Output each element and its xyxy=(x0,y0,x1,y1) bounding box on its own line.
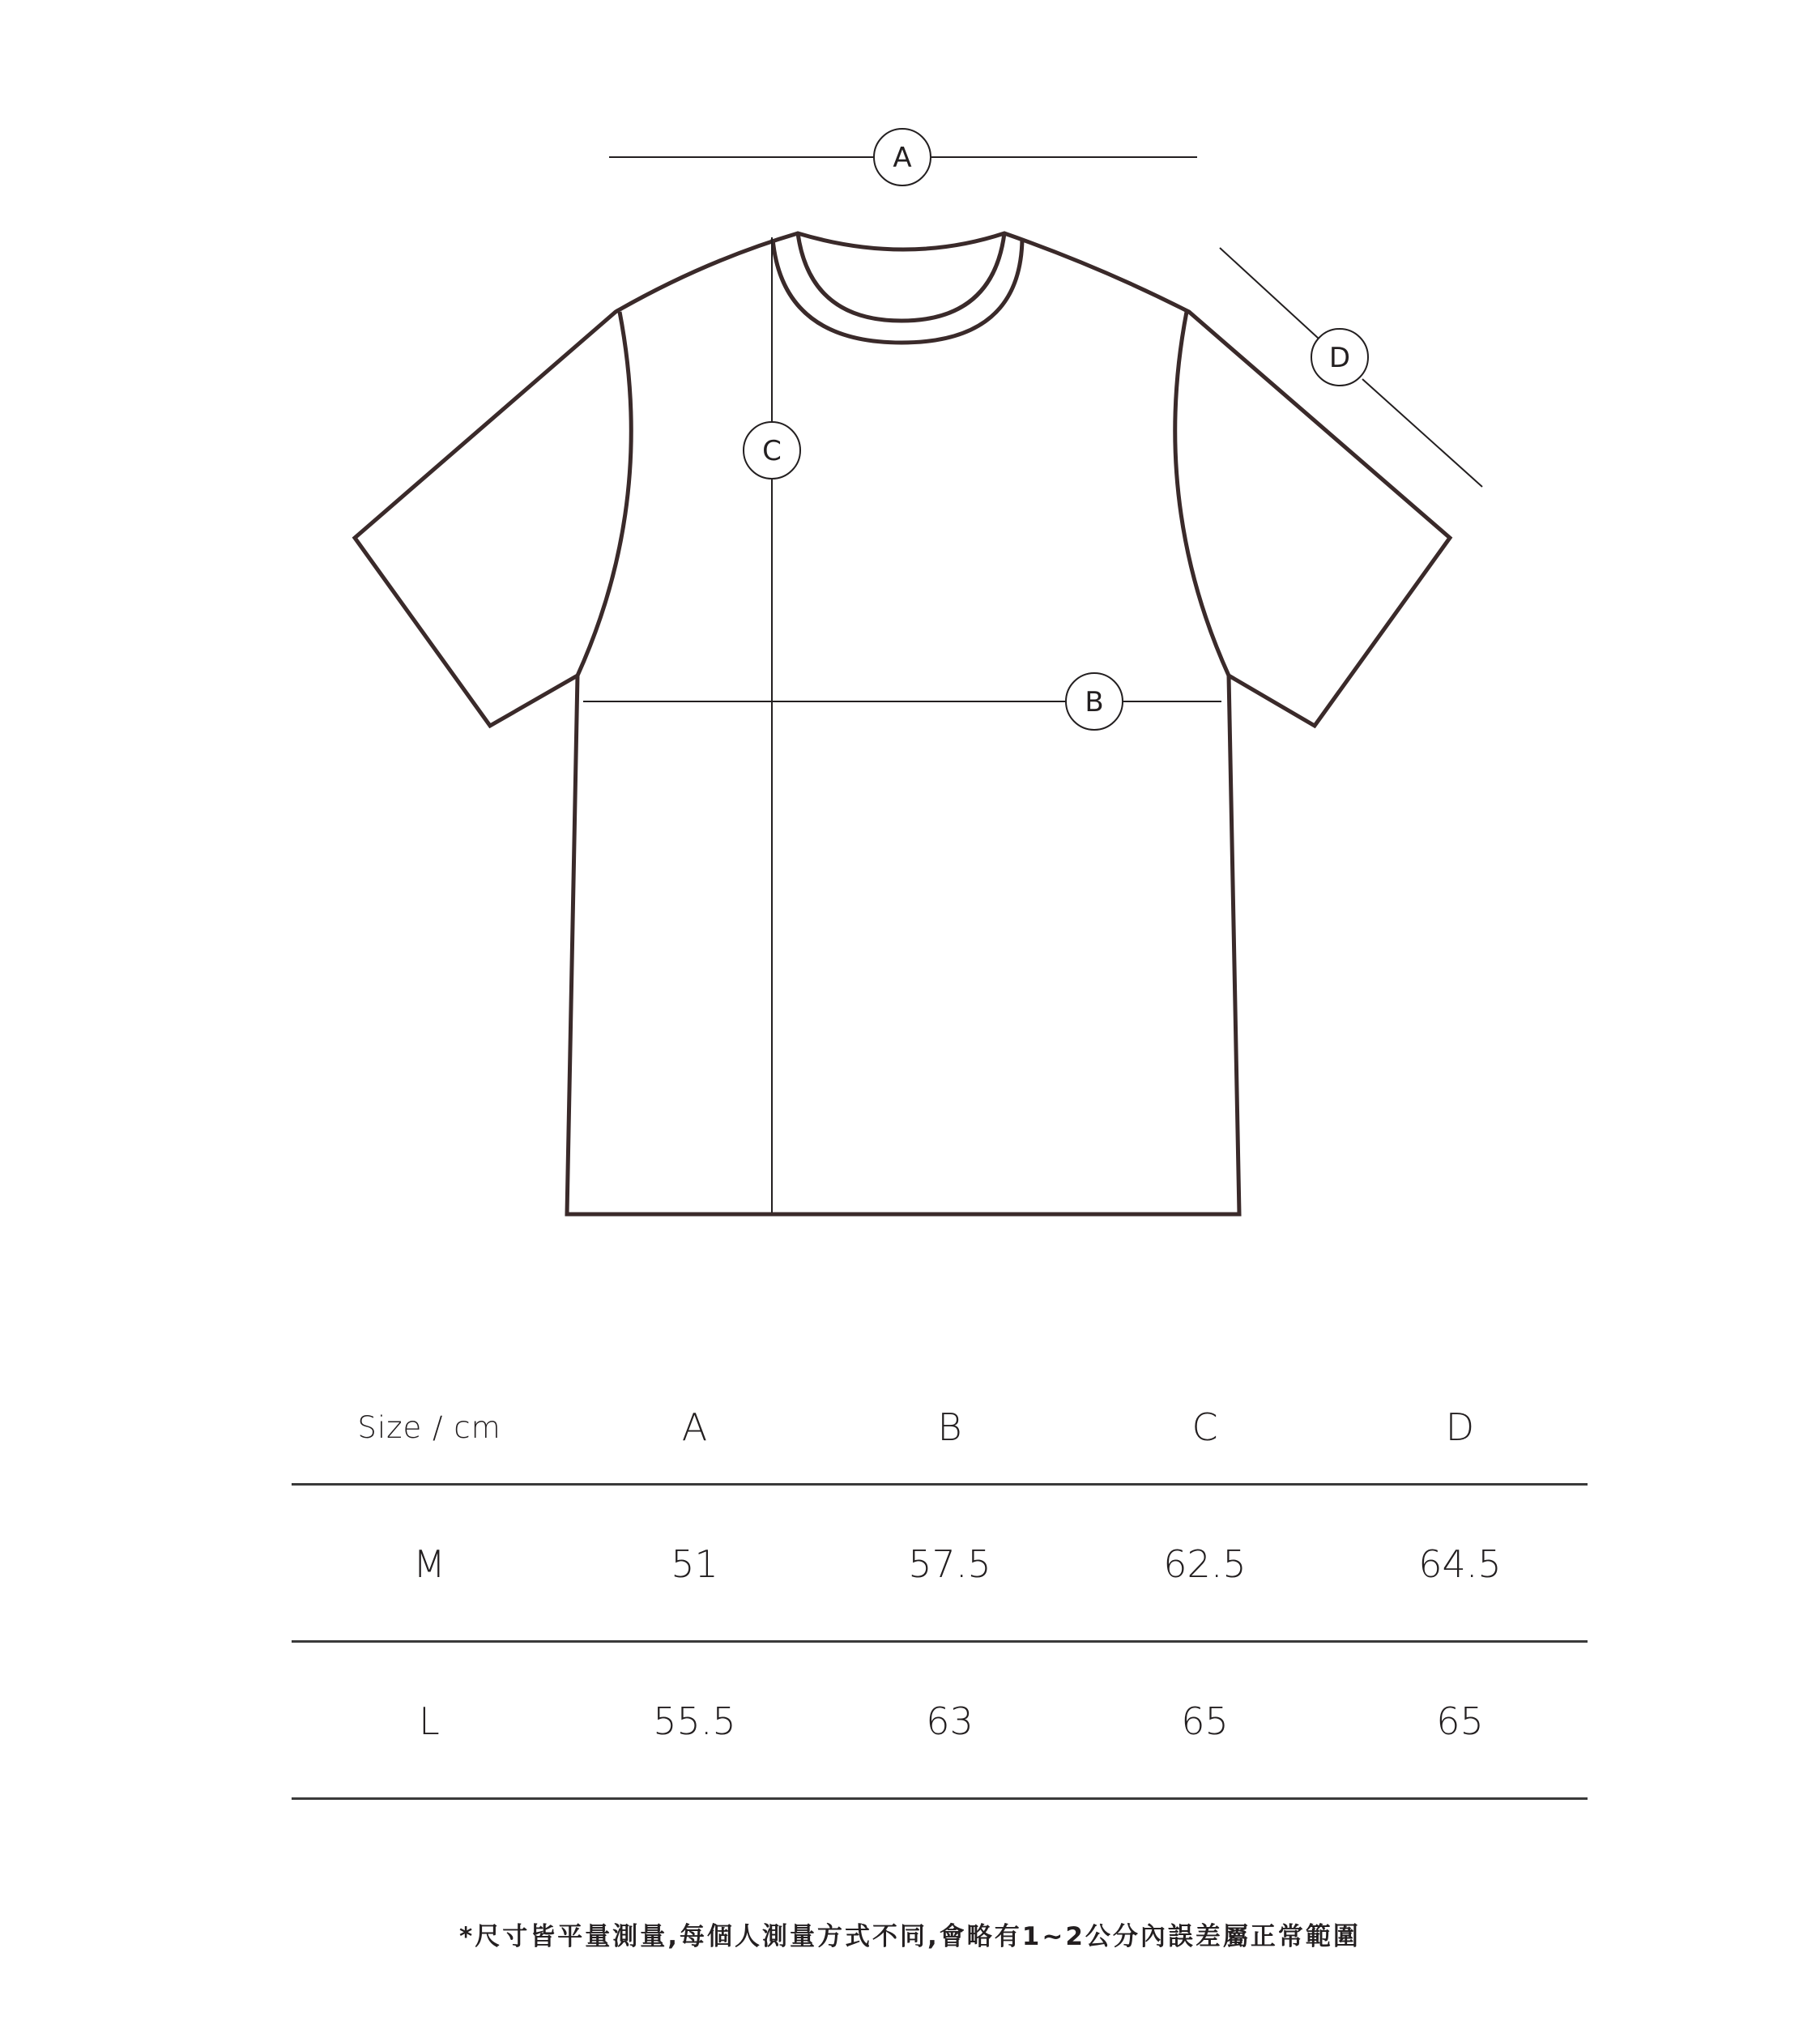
table-cell: 64.5 xyxy=(1418,1542,1502,1586)
tshirt-collar-outer xyxy=(773,239,1022,343)
measure-line-d-lower xyxy=(1362,379,1482,487)
marker-b-label: B xyxy=(1085,686,1104,718)
table-cell: 65 xyxy=(1181,1699,1229,1743)
tshirt-right-sleeve-seam xyxy=(1175,312,1229,676)
table-header-row xyxy=(292,1369,1588,1486)
table-header-col-b: B xyxy=(937,1405,962,1449)
table-cell: 55.5 xyxy=(653,1699,736,1743)
marker-a-label: A xyxy=(893,142,912,174)
tshirt-left-sleeve-seam xyxy=(578,312,631,676)
marker-c-label: C xyxy=(762,435,782,467)
tshirt-body-outline xyxy=(355,233,1450,1214)
table-cell: 62.5 xyxy=(1163,1542,1247,1586)
table-row xyxy=(292,1643,1588,1800)
table-divider xyxy=(292,1797,1588,1800)
table-header-col-d: D xyxy=(1445,1405,1475,1449)
tshirt-collar-inner xyxy=(798,233,1004,321)
table-cell: 51 xyxy=(671,1542,718,1586)
measure-line-d-upper xyxy=(1220,248,1319,339)
marker-d-label: D xyxy=(1328,342,1351,374)
measurement-footnote: *尺寸皆平量測量,每個人測量方式不同,會略有1~2公分內誤差屬正常範圍 xyxy=(459,1922,1361,1951)
size-chart-table xyxy=(292,1369,1588,1800)
table-header-col-a: A xyxy=(681,1405,708,1449)
table-row-size: L xyxy=(419,1699,440,1743)
table-cell: 63 xyxy=(926,1699,974,1743)
table-header-col-c: C xyxy=(1191,1405,1218,1449)
table-cell: 57.5 xyxy=(908,1542,991,1586)
table-row xyxy=(292,1486,1588,1643)
table-row-size: M xyxy=(413,1542,445,1586)
table-header-size-label: Size / cm xyxy=(357,1409,501,1445)
table-cell: 65 xyxy=(1436,1699,1484,1743)
